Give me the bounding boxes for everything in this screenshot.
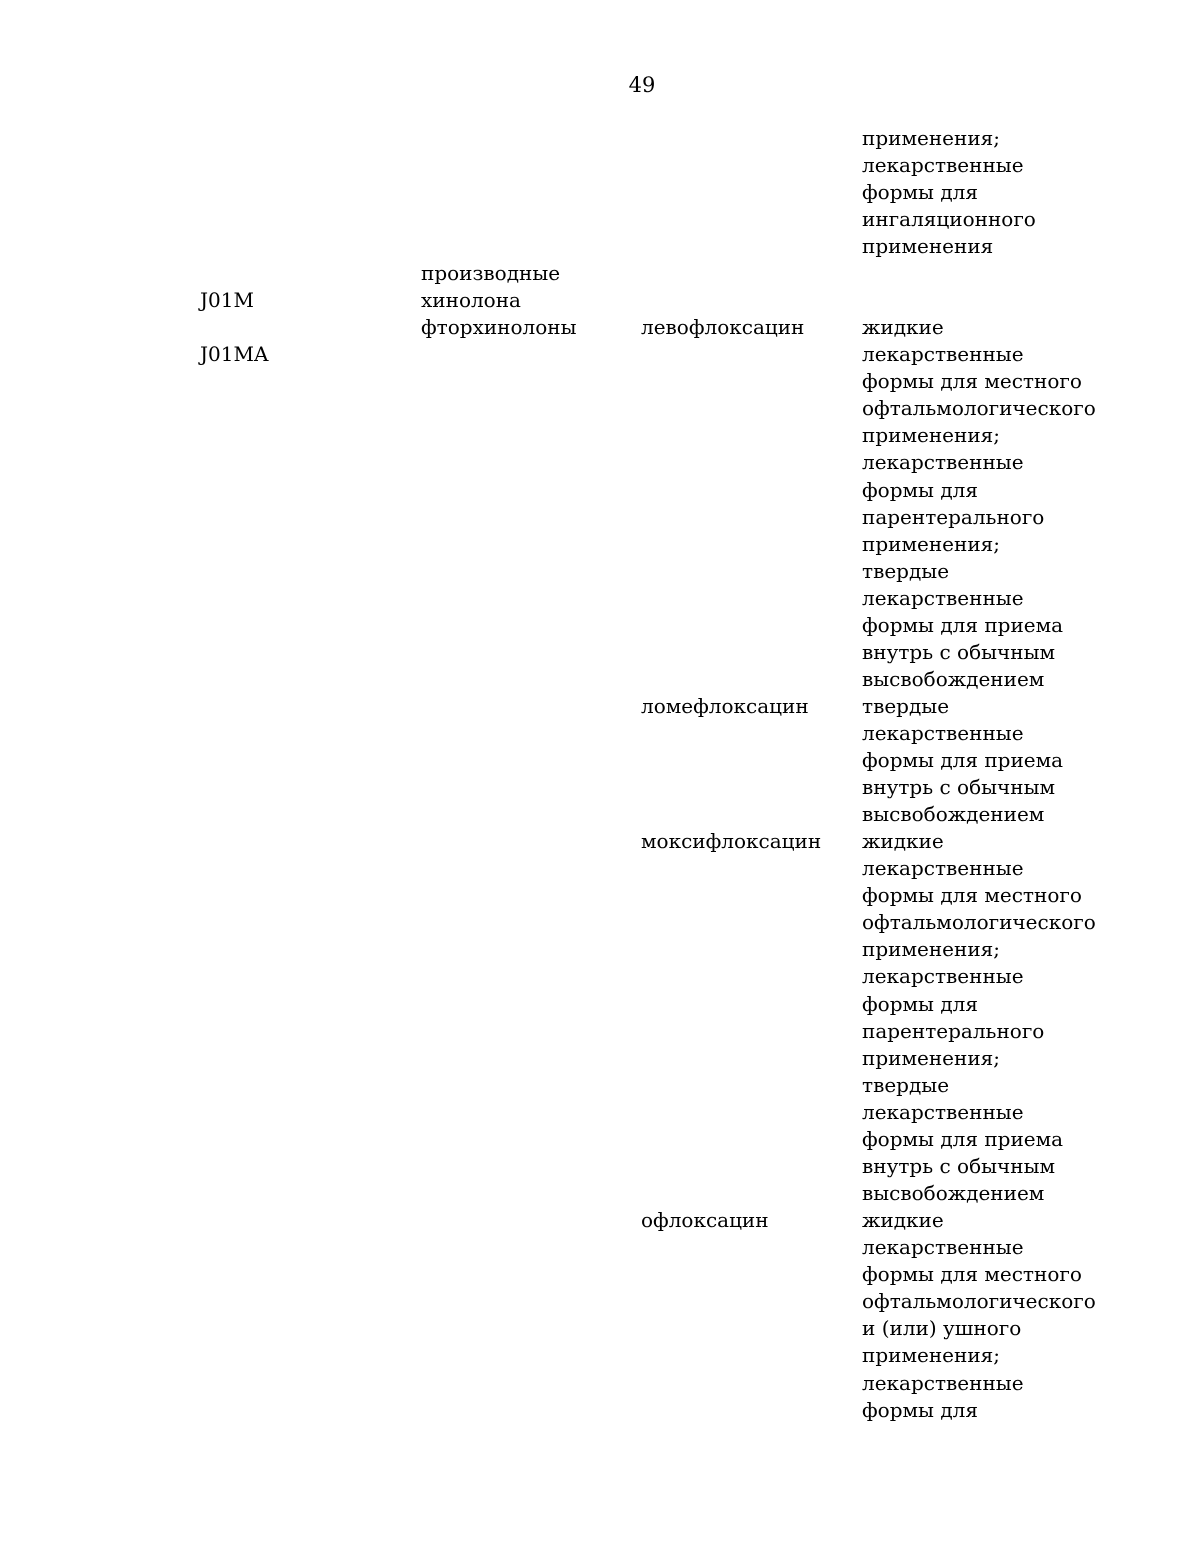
form-line: лекарственные bbox=[862, 1099, 1024, 1124]
form-line: внутрь с обычным bbox=[862, 1154, 1056, 1179]
form-line: формы для bbox=[862, 1397, 978, 1422]
atc-code-j01m: J01M bbox=[200, 288, 254, 312]
form-line: применения; bbox=[862, 1343, 1001, 1368]
form-line: применения; bbox=[862, 423, 1001, 448]
form-line: жидкие bbox=[862, 1208, 944, 1232]
form-line: твердые bbox=[862, 558, 950, 583]
form-line: лекарственные bbox=[862, 585, 1024, 610]
form-line: жидкие bbox=[862, 829, 944, 853]
continuation-forms bbox=[862, 125, 1036, 260]
drug-name: левофлоксацин bbox=[641, 315, 805, 339]
group-line: производные bbox=[421, 261, 561, 285]
form-line: твердые bbox=[862, 694, 950, 718]
form-line: лекарственные bbox=[862, 1235, 1024, 1260]
form-line: и (или) ушного bbox=[862, 1316, 1022, 1341]
form-line: формы для bbox=[862, 477, 978, 502]
form-line: применения; bbox=[862, 531, 1001, 556]
drug-name: ломефлоксацин bbox=[641, 694, 809, 718]
form-line: формы для приема bbox=[862, 613, 1064, 638]
drug-forms bbox=[862, 1207, 1096, 1424]
form-line: высвобождением bbox=[862, 1181, 1045, 1206]
group-line: хинолона bbox=[421, 288, 521, 313]
page-number: 49 bbox=[628, 73, 656, 97]
form-line: формы для приема bbox=[862, 748, 1064, 773]
form-line: офтальмологического bbox=[862, 910, 1096, 935]
form-line: офтальмологического bbox=[862, 396, 1096, 421]
form-line: формы для приема bbox=[862, 1127, 1064, 1152]
form-line: формы для местного bbox=[862, 1262, 1082, 1287]
form-line: применения bbox=[862, 234, 994, 259]
form-line: формы для bbox=[862, 180, 978, 205]
form-line: лекарственные bbox=[862, 450, 1024, 475]
form-line: лекарственные bbox=[862, 153, 1024, 178]
drug-forms bbox=[862, 693, 1063, 828]
drug-forms bbox=[862, 828, 1096, 1207]
form-line: формы для bbox=[862, 991, 978, 1016]
atc-code-j01ma: J01MA bbox=[200, 342, 269, 366]
form-line: применения; bbox=[862, 937, 1001, 962]
form-line: парентерального bbox=[862, 1018, 1045, 1043]
drug-forms bbox=[862, 314, 1096, 693]
drug-name: офлоксацин bbox=[641, 1208, 769, 1232]
form-line: офтальмологического bbox=[862, 1289, 1096, 1314]
form-line: внутрь с обычным bbox=[862, 640, 1056, 665]
form-line: формы для местного bbox=[862, 369, 1082, 394]
form-line: применения; bbox=[862, 1045, 1001, 1070]
form-line: внутрь с обычным bbox=[862, 775, 1056, 800]
form-line: лекарственные bbox=[862, 964, 1024, 989]
form-line: парентерального bbox=[862, 504, 1045, 529]
form-line: формы для местного bbox=[862, 883, 1082, 908]
form-line: жидкие bbox=[862, 315, 944, 339]
group-line: фторхинолоны bbox=[421, 315, 577, 340]
form-line: лекарственные bbox=[862, 856, 1024, 881]
form-line: высвобождением bbox=[862, 802, 1045, 827]
group-names bbox=[421, 260, 577, 341]
form-line: лекарственные bbox=[862, 342, 1024, 367]
form-line: высвобождением bbox=[862, 667, 1045, 692]
form-line: ингаляционного bbox=[862, 207, 1036, 232]
form-line: лекарственные bbox=[862, 1370, 1024, 1395]
form-line: лекарственные bbox=[862, 721, 1024, 746]
form-line: применения; bbox=[862, 126, 1001, 150]
drug-name: моксифлоксацин bbox=[641, 829, 822, 853]
form-line: твердые bbox=[862, 1072, 950, 1097]
